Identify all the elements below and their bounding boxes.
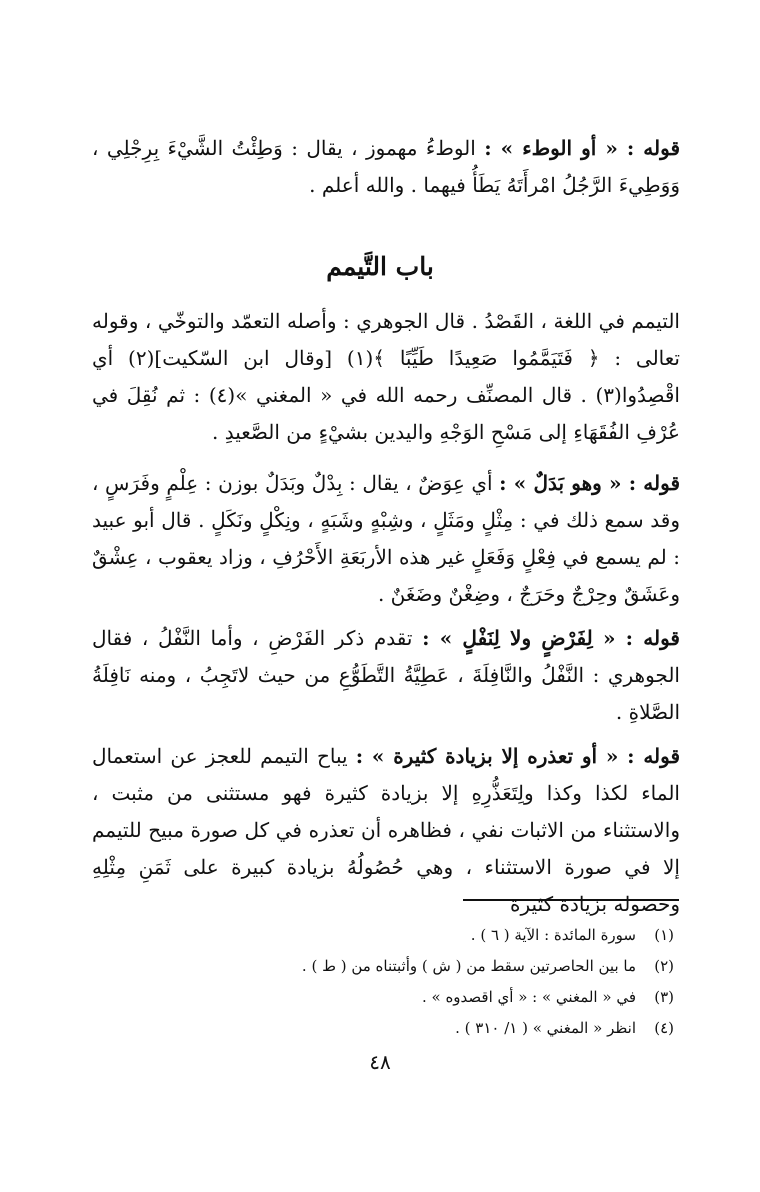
paragraph-badal	[92, 465, 680, 613]
paragraph-text	[92, 130, 680, 204]
chapter-heading: باب التَّيمم	[326, 252, 434, 281]
footnote-number: (٤)	[654, 1019, 674, 1037]
paragraph-text	[92, 738, 680, 923]
entry-body: تقدم ذكر الفَرْضِ ، وأما النَّفْلُ ، فقال الجوهري : النَّفْلُ والنَّافِلَةَ ، عَطِيَّةُ التَّطَوُّعِ من حيث لاتَجِبُ ، ومنه نَافِلَةُ الصَّلاةِ .	[92, 626, 680, 724]
page-number: ٤٨	[369, 1050, 391, 1074]
paragraph-taadhur	[92, 738, 680, 923]
entry-body: يباح التيمم للعجز عن استعمال الماء لكذا وكذا ولِتَعَذُّرِهِ إلا بزيادة كثيرة فهو مستثنى من مثبت ، والاستثناء من الاثبات نفي ، فظاهره أن تعذره في كل صورة مبيح للتيمم إلا في صورة الاستثناء ، وهي حُصُولُهُ بزيادة كبيرة على ثَمَنِ مِثْلِهِ وحصوله بزيادة كثيرة	[92, 744, 680, 916]
footnote-item	[200, 982, 674, 1013]
footnote-divider	[463, 899, 679, 901]
entry-body: الوطءُ مهموز ، يقال : وَطِئْتُ الشَّيْءَ بِرِجْلِي ، وَوَطِيءَ الرَّجُلُ امْرأَتَهُ يَطَأُ فيهما . والله أعلم .	[92, 136, 680, 197]
footnote-item	[200, 951, 674, 982]
entry-lead: قوله : « لِفَرْضٍ ولا لِنَفْلٍ » :	[422, 626, 680, 650]
footnote-number: (٣)	[654, 988, 674, 1006]
entry-lead: قوله : « أو الوطء » :	[484, 136, 681, 160]
entry-lead: قوله : « وهو بَدَلٌ » :	[499, 471, 680, 495]
footnote-number: (٢)	[654, 957, 674, 975]
footnote-item	[200, 1013, 674, 1044]
paragraph-fard-nafl	[92, 620, 680, 731]
footnote-text: انظر « المغني » ( ١/ ٣١٠ ) .	[455, 1019, 636, 1037]
paragraph-text	[92, 465, 680, 613]
paragraph-tayammum	[92, 303, 680, 451]
footnotes	[200, 920, 674, 1044]
footnote-text: في « المغني » : « أي اقصدوه » .	[421, 988, 636, 1006]
paragraph-wat	[92, 130, 680, 204]
footnote-text: سورة المائدة : الآية ( ٦ ) .	[470, 926, 636, 944]
paragraph-text: التيمم في اللغة ، القَصْدُ . قال الجوهري : وأصله التعمّد والتوخّي ، وقوله تعالى : ﴿ فَتَيَمَّمُوا صَعِيدًا طَيِّبًا ﴾(١) [وقال ابن السّكيت](٢) أي اقْصِدُوا(٣) . قال المصنِّف رحمه الله في « المغني »(٤) : ثم نُقِلَ في عُرْفِ الفُقَهَاءِ إلى مَسْحِ الوَجْهِ واليدين بشيْءٍ من الصَّعيدِ .	[92, 309, 680, 444]
entry-lead: قوله : « أو تعذره إلا بزيادة كثيرة » :	[355, 744, 681, 768]
entry-body: أي عِوَضٌ ، يقال : بِدْلٌ وبَدَلٌ بوزن : عِلْمٍ وفَرَسٍ ، وقد سمع ذلك في : مِثْلٍ ومَثَلٍ ، وشِبْهٍ وشَبَهٍ ، ونِكْلٍ ونَكَلٍ . قال أبو عبيد : لم يسمع في فِعْلٍ وَفَعَلٍ غير هذه الأربَعَةِ الأَحْرُفِ ، وزاد يعقوب ، عِشْقٌ وعَشَقٌ وحِرْجٌ وحَرَجٌ ، وضِغْنٌ وضَغَنٌ .	[92, 471, 680, 606]
footnote-text: ما بين الحاصرتين سقط من ( ش ) وأثبتناه من ( ط ) .	[301, 957, 636, 975]
footnote-item	[200, 920, 674, 951]
footnote-number: (١)	[654, 926, 674, 944]
paragraph-text	[92, 620, 680, 731]
